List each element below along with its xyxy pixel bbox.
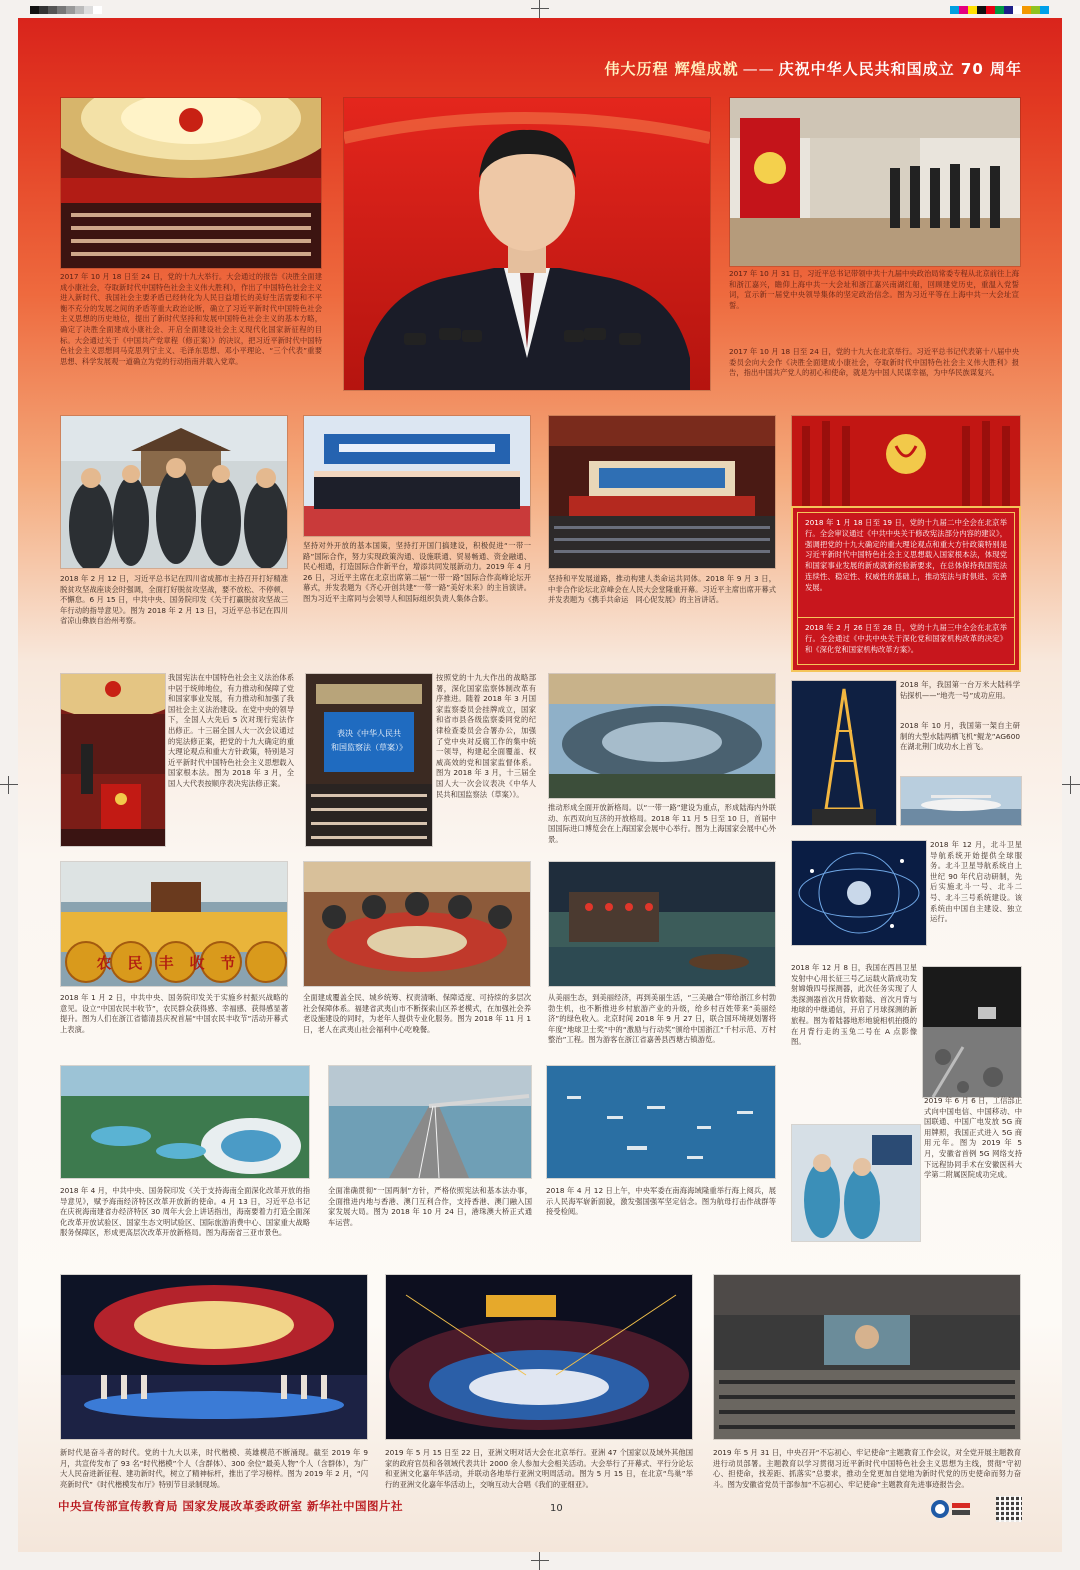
stadium-photo	[385, 1274, 693, 1440]
caption-drill: 2018 年，我国第一台万米大陆科学钻探机——“地壳一号”成功应用。	[900, 680, 1020, 700]
npc-vote-photo	[60, 673, 166, 847]
caption-poverty: 2018 年 2 月 12 日，习近平总书记在四川省成都市主持召开打好精准脱贫攻坚战座谈会时强调，全面打好脱贫攻坚战，要不放松、不停顿、不懈怠。6 月 15 日，中共中央、国务院印发《关于打赢脱贫攻坚战三年行动的指导意见》。图为 2018 年 2 月 13 日，习近平总书记在四川省凉山彝族自治州考察。	[60, 574, 288, 626]
elders-dinner-photo	[303, 861, 531, 987]
caption-constitution: 我国宪法在中国特色社会主义法治体系中居于统帅地位，有力推动和保障了党和国家事业发展，有力推动和加强了我国社会主义法治建设。在党中央的领导下，全国人大先后 5 次对现行宪法作出修正。十三届全国人大一次会议通过的宪法修正案，把党的十九大确定的重大理论观点和重大方针政策，特别是习近平新时代中国特色社会主义思想载入国家根本法。图为 2018 年 3 月，全国人大代表按顺序表决宪法修正案。	[168, 673, 294, 788]
registration-mark-top	[531, 0, 549, 18]
sea-bridge-photo	[328, 1065, 532, 1179]
caption-belt-road: 坚持对外开放的基本国策，坚持打开国门搞建设，积极促进“一带一路”国际合作，努力实现政策沟通、设施联通、贸易畅通、资金融通、民心相通，打造国际合作新平台，增添共同发展新动力。2019 年 4 月 26 日，习近平主席在北京出席第二届“一带一路”国际合作高峰论坛开幕式，并发表题为《齐心开创共建“一带一路”美好未来》的主旨演讲。图为习近平主席同与会领导人和国际组织负责人集体合影。	[303, 541, 531, 603]
caption-supervision: 按照党的十九大作出的战略部署，深化国家监察体制改革有序推进。随着 2018 年 3 月国家监察委员会挂牌成立，国家和省市县各级监察委同党的纪律检查委员会合署办公，加强了党中央对反腐工作的集中统一领导，构建起全面覆盖、权威高效的党和国家监督体系。图为 2018 年 3 月，十三届全国人大一次会议表决《中华人民共和国监察法（草案）》。	[436, 673, 536, 799]
caption-congress: 2017 年 10 月 18 日至 24 日，党的十九大举行。大会通过的报告《决胜全面建成小康社会，夺取新时代中国特色社会主义伟大胜利》，作出了中国特色社会主义进入新时代、我国社会主要矛盾已经转化为人民日益增长的美好生活需要和不平衡不充分的发展之间的矛盾等重大政治论断，确立了习近平新时代中国特色社会主义思想的历史地位，提出了新时代坚持和发展中国特色社会主义的基本方略，确定了决胜全面建成小康社会、开启全面建设社会主义现代化国家新征程的目标。大会通过关于《中国共产党章程（修正案）》的决议，把习近平新时代中国特色社会主义思想同马克思列宁主义、毛泽东思想、邓小平理论、“三个代表”重要思想、科学发展观一道确立为党的行动指南并载入党章。	[60, 272, 322, 366]
vote-screen-text-1: 表决《中华人民共	[337, 729, 401, 738]
caption-role-models: 新时代是奋斗者的时代。党的十九大以来，时代楷模、英雄模范不断涌现。截至 2019 年 9 月，共宣传发布了 93 名“时代楷模”个人（含群体）、300 余位“最美人物”个人（含群体），为广大人民奋进新征程、建功新时代，树立了精神标杆，推出了学习榜样。图为 2019 年 2 月，“闪亮新时代”《时代楷模发布厅》特别节目录制现场。	[60, 1448, 368, 1489]
caption-5g: 2019 年 6 月 6 日，工信部正式向中国电信、中国移动、中国联通、中国广电发放 5G 商用牌照，我国正式进入 5G 商用元年。图为 2019 年 5 月，安徽省首例 5G 网络支持下远程协同手术在安徽医科大学第二附属医院成功完成。	[924, 1096, 1022, 1180]
lunar-rover-photo	[922, 966, 1022, 1098]
headline-dash: ——	[742, 60, 775, 78]
caption-import-expo: 推动形成全面开放新格局。以“一带一路”建设为重点，形成陆海内外联动、东西双向互济的开放格局。2018 年 11 月 5 日至 10 日，首届中国国际进口博览会在上海国家会展中心举行。图为上海国家会展中心外景。	[548, 803, 776, 844]
headline-highlight: 伟大历程 辉煌成就	[604, 60, 739, 78]
caption-beidou: 2018 年 12 月，北斗卫星导航系统开始提供全球服务。北斗卫星导航系统自上世纪 90 年代启动研制，先后实施北斗一号、北斗二号、北斗三号系统建设。该系统由中国自主建设、独立运行。	[930, 840, 1022, 924]
satellite-photo	[791, 840, 927, 946]
caption-report: 2017 年 10 月 18 日至 24 日，党的十九大在北京举行。习近平总书记代表第十八届中央委员会向大会作《决胜全面建成小康社会，夺取新时代中国特色社会主义伟大胜利》报告，指出中国共产党人的初心和使命，就是为中国人民谋幸福，为中华民族谋复兴。	[729, 347, 1019, 378]
harvest-banner-text: 农民丰收节	[96, 954, 252, 972]
caption-hk-macao: 全面准确贯彻“一国两制”方针，严格依照宪法和基本法办事，全面推进内地与香港、澳门互利合作，支持香港、澳门融入国家发展大局。图为 2018 年 10 月 24 日，港珠澳大桥正式通车运营。	[328, 1186, 532, 1227]
rural-visit-photo	[60, 415, 288, 569]
drilling-rig-photo	[791, 680, 897, 826]
vote-screen-text-2: 和国监察法（草案）》	[331, 743, 407, 752]
poster-page	[18, 18, 1062, 1552]
publisher-line: 中央宣传部宣传教育局 国家发展改革委政研室 新华社中国图片社	[58, 1499, 404, 1513]
registration-mark-left	[0, 776, 18, 794]
page-number: 10	[550, 1503, 563, 1514]
sanya-photo	[60, 1065, 310, 1179]
page-headline	[604, 58, 1022, 79]
grayscale-bar	[30, 6, 102, 14]
registration-mark-bottom	[531, 1552, 549, 1570]
caption-asian-civilization: 2019 年 5 月 15 日至 22 日，亚洲文明对话大会在北京举行。亚洲 47 个国家以及域外其他国家的政府官员和各领域代表共计 2000 余人参加大会相关活动。大会举行了开幕式、平行分论坛和亚洲文化嘉年华活动，并联动各地举行亚洲文明周活动。图为 5 月 15 日，在北京“鸟巢”举行的亚洲文化嘉年华活动上，交响互动大合唱《我们的亚细亚》。	[385, 1448, 693, 1489]
harvest-festival-photo	[60, 861, 288, 987]
qr-code-icon	[996, 1496, 1022, 1522]
caption-third-plenum: 2018 年 2 月 26 日至 28 日，党的十九届三中全会在北京举行。全会通过《中共中央关于深化党和国家机构改革的决定》和《深化党和国家机构改革方案》。	[797, 617, 1015, 665]
great-hall-photo	[60, 97, 322, 269]
meeting-auditorium-photo	[713, 1274, 1021, 1440]
registration-mark-right	[1062, 776, 1080, 794]
naval-fleet-photo	[546, 1065, 776, 1179]
headline-rest: 庆祝中华人民共和国成立 70 周年	[778, 60, 1022, 78]
forum-photo	[303, 415, 531, 537]
remote-surgery-photo	[791, 1124, 921, 1242]
caption-rural-revival: 2018 年 1 月 2 日，中共中央、国务院印发关于实施乡村振兴战略的意见。设立“中国农民丰收节”，农民群众获得感、幸福感、获得感显著提升。图为人们在浙江省德清县庆祝首届“中国农民丰收节”活动开幕式上表演。	[60, 993, 288, 1034]
caption-memorial: 2017 年 10 月 31 日，习近平总书记带领中共十九届中央政治局常委专程从北京前往上海和浙江嘉兴，瞻仰上海中共一大会址和浙江嘉兴南湖红船，回顾建党历史，重温入党誓词，宣示新一届党中央领导集体的坚定政治信念。图为习近平等在上海中共一大会址宣誓。	[729, 269, 1019, 310]
color-bar	[950, 6, 1049, 14]
party-emblem-photo	[791, 415, 1021, 507]
award-stage-photo	[60, 1274, 368, 1440]
caption-social-security: 全面建成覆盖全民、城乡统筹、权责清晰、保障适度、可持续的多层次社会保障体系。福建省武夷山市不断探索山区养老模式，在加强社会养老设施建设的同时，为老年人提供专业化服务。图为 2018 年 11 月 1 日，老人在武夷山社会福利中心吃晚餐。	[303, 993, 531, 1034]
memorial-hall-photo	[729, 97, 1021, 267]
supervision-vote-photo	[305, 673, 433, 847]
seaplane-photo	[900, 776, 1022, 826]
caption-lunar: 2018 年 12 月 8 日，我国在西昌卫星发射中心用长征三号乙运载火箭成功发射嫦娥四号探测器，此次任务实现了人类探测器首次月背软着陆、首次月背与地球的中继通信，开启了月球探测的新旅程。图为着陆器地形地貌相机拍摄的在月背行走的玉兔二号在 A 点影像图。	[791, 963, 917, 1047]
caption-hainan: 2018 年 4 月，中共中央、国务院印发《关于支持海南全面深化改革开放的指导意见》，赋予海南经济特区改革开放新的使命。4 月 13 日，习近平总书记在庆祝海南建省办经济特区 30 周年大会上讲话指出，海南要着力打造全面深化改革开放试验区、国家生态文明试验区、国际旅游消费中心、国家重大战略服务保障区，形成更高层次改革开放新格局。图为海南省三亚市景色。	[60, 1186, 310, 1238]
portrait-photo	[343, 97, 711, 391]
caption-seaplane: 2018 年 10 月，我国第一架自主研制的大型水陆两栖飞机“鲲龙”AG600 在湖北荆门成功水上首飞。	[900, 721, 1020, 752]
water-town-photo	[548, 861, 776, 987]
caption-africa-summit: 坚持和平发展道路，推动构建人类命运共同体。2018 年 9 月 3 日，中非合作论坛北京峰会在人民大会堂隆重开幕。习近平主席出席开幕式并发表题为《携手共命运 同心促发展》的主旨讲话。	[548, 574, 776, 605]
caption-naval-review: 2018 年 4 月 12 日上午，中央军委在南海海域隆重举行海上阅兵，展示人民海军崭新面貌，激发强国强军坚定信念。图为航母打击作战群等接受检阅。	[546, 1186, 776, 1217]
expo-center-photo	[548, 673, 776, 799]
caption-second-plenum: 2018 年 1 月 18 日至 19 日，党的十九届二中全会在北京举行。全会审议通过《中共中央关于修改宪法部分内容的建议》，强调把党的十九大确定的重大理论观点和重大方针政策特别是习近平新时代中国特色社会主义思想载入国家根本法，体现党和国家事业发展的新成就新经验新要求，在总体保持我国宪法连续性、稳定性、权威性的基础上，推动宪法与时俱进、完善发展。	[797, 512, 1015, 618]
caption-beautiful-village: 从美丽生态，到美丽经济，再到美丽生活，“三美融合”带给浙江乡村勃勃生机，也不断推进乡村旅游产业的升级，给乡村百姓带来“美丽经济”的绿色收入。北京时间 2018 年 9 月 27 日，联合国环境规划署将年度“地球卫士奖”中的“激励与行动奖”颁给中国浙江“千村示范、万村整治”工程。图为游客在浙江省嘉善县西塘古镇游览。	[548, 993, 776, 1045]
plenum-red-panel	[791, 506, 1021, 672]
xinhua-logo-icon	[930, 1498, 972, 1520]
caption-theme-education: 2019 年 5 月 31 日，中央召开“不忘初心、牢记使命”主题教育工作会议，对全党开展主题教育进行动员部署。主题教育以学习贯彻习近平新时代中国特色社会主义思想为主线，贯彻“守初心、担使命，找差距、抓落实”总要求，推动全党更加自觉地为新时代党的历史使命而努力奋斗。图为安徽省党员干部参加“不忘初心、牢记使命”主题教育先进事迹报告会。	[713, 1448, 1021, 1489]
summit-photo	[548, 415, 776, 569]
